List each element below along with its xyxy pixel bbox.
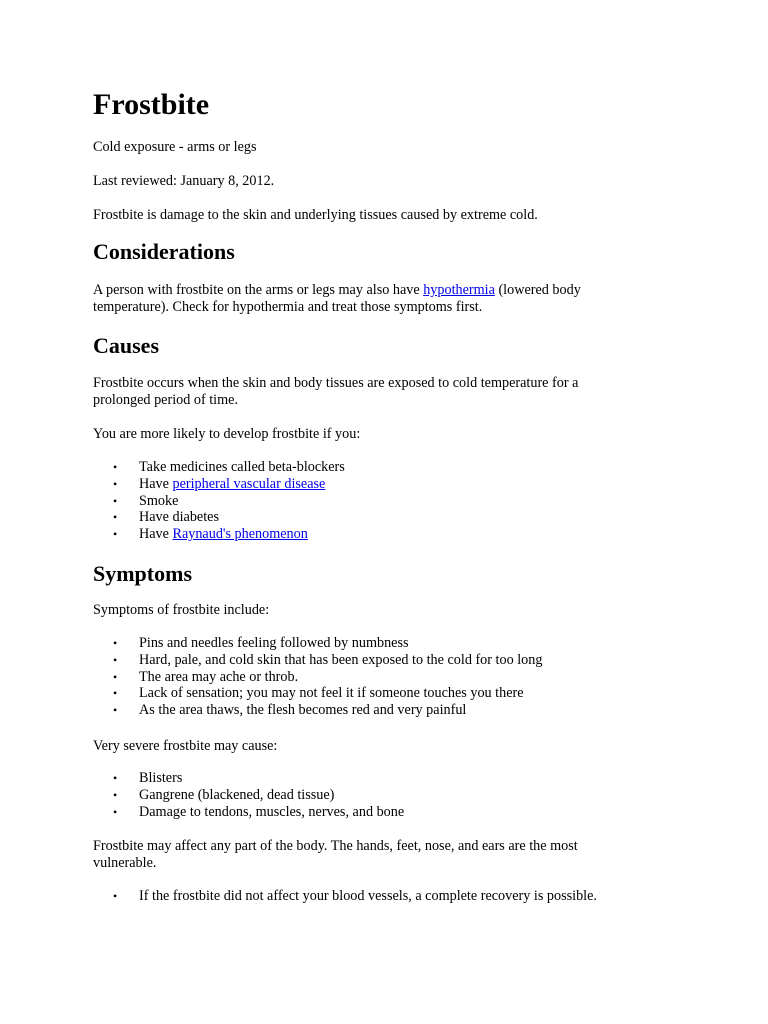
bullet-icon: • <box>113 703 118 718</box>
body-parts-line-1: Frostbite may affect any part of the body. The hands, feet, nose, and ears are the most <box>93 838 578 854</box>
hypothermia-link[interactable]: hypothermia <box>423 282 495 298</box>
severe-symptoms-list <box>93 770 404 820</box>
bullet-icon: • <box>113 686 118 701</box>
causes-risk-intro: You are more likely to develop frostbite if you: <box>93 426 361 442</box>
list-item <box>93 459 345 476</box>
list-item-text: As the area thaws, the flesh becomes red and very painful <box>139 702 467 719</box>
considerations-line-1 <box>93 282 581 299</box>
list-item <box>93 787 404 804</box>
list-item-text: If the frostbite did not affect your blood vessels, a complete recovery is possible. <box>139 888 597 904</box>
raynauds-phenomenon-link[interactable]: Raynaud's phenomenon <box>172 526 308 543</box>
bullet-icon: • <box>113 669 118 684</box>
list-item-text: Hard, pale, and cold skin that has been exposed to the cold for too long <box>139 651 543 668</box>
bullet-icon: • <box>113 636 118 650</box>
intro-paragraph: Frostbite is damage to the skin and underlying tissues caused by extreme cold. <box>93 207 538 223</box>
list-item-text: Damage to tendons, muscles, nerves, and bone <box>139 803 405 820</box>
considerations-text: A person with frostbite on the arms or legs may also have <box>93 282 424 298</box>
causes-para-line-1: Frostbite occurs when the skin and body tissues are exposed to cold temperature for a <box>93 375 579 391</box>
list-item-text: Have diabetes <box>139 509 219 526</box>
list-item <box>93 509 345 526</box>
subtitle: Cold exposure - arms or legs <box>93 139 257 155</box>
symptoms-list <box>93 635 542 719</box>
considerations-heading: Considerations <box>93 239 235 264</box>
bullet-icon: • <box>113 460 118 474</box>
bullet-icon: • <box>113 493 118 508</box>
list-item-text: Smoke <box>139 492 179 509</box>
body-parts-line-2: vulnerable. <box>93 855 157 871</box>
bullet-icon: • <box>113 510 118 525</box>
list-item <box>93 702 542 719</box>
list-item-text: The area may ache or throb. <box>139 668 299 685</box>
list-item <box>93 770 404 787</box>
list-item <box>93 635 542 652</box>
symptoms-intro: Symptoms of frostbite include: <box>93 602 270 618</box>
list-item-text: Have <box>139 475 173 492</box>
list-item <box>93 652 542 669</box>
list-item <box>93 888 597 905</box>
list-item-text: Take medicines called beta-blockers <box>139 459 345 475</box>
causes-risk-list <box>93 459 345 543</box>
list-item-text: Lack of sensation; you may not feel it if someone touches you there <box>139 685 524 702</box>
list-item-text: Pins and needles feeling followed by numbness <box>139 635 409 651</box>
symptoms-heading: Symptoms <box>93 561 193 586</box>
last-reviewed: Last reviewed: January 8, 2012. <box>93 173 275 189</box>
bullet-icon: • <box>113 527 118 542</box>
bullet-icon: • <box>113 889 118 903</box>
considerations-line-2: temperature). Check for hypothermia and treat those symptoms first. <box>93 299 483 315</box>
bullet-icon: • <box>113 787 118 802</box>
list-item <box>93 526 345 543</box>
peripheral-vascular-disease-link[interactable]: peripheral vascular disease <box>172 475 326 492</box>
considerations-text-post: (lowered body <box>494 282 581 298</box>
list-item <box>93 685 542 702</box>
causes-para-line-2: prolonged period of time. <box>93 392 238 408</box>
bullet-icon: • <box>113 652 118 667</box>
severe-intro: Very severe frostbite may cause: <box>93 738 278 754</box>
page-title: Frostbite <box>93 88 210 121</box>
recovery-list <box>93 888 597 905</box>
bullet-icon: • <box>113 476 118 491</box>
list-item <box>93 804 404 821</box>
causes-heading: Causes <box>93 333 160 358</box>
list-item <box>93 493 345 510</box>
list-item <box>93 669 542 686</box>
list-item-text: Gangrene (blackened, dead tissue) <box>139 786 335 803</box>
bullet-icon: • <box>113 771 118 785</box>
list-item-text: Have <box>139 526 173 543</box>
list-item-text: Blisters <box>139 770 183 786</box>
bullet-icon: • <box>113 804 118 819</box>
list-item <box>93 476 345 493</box>
